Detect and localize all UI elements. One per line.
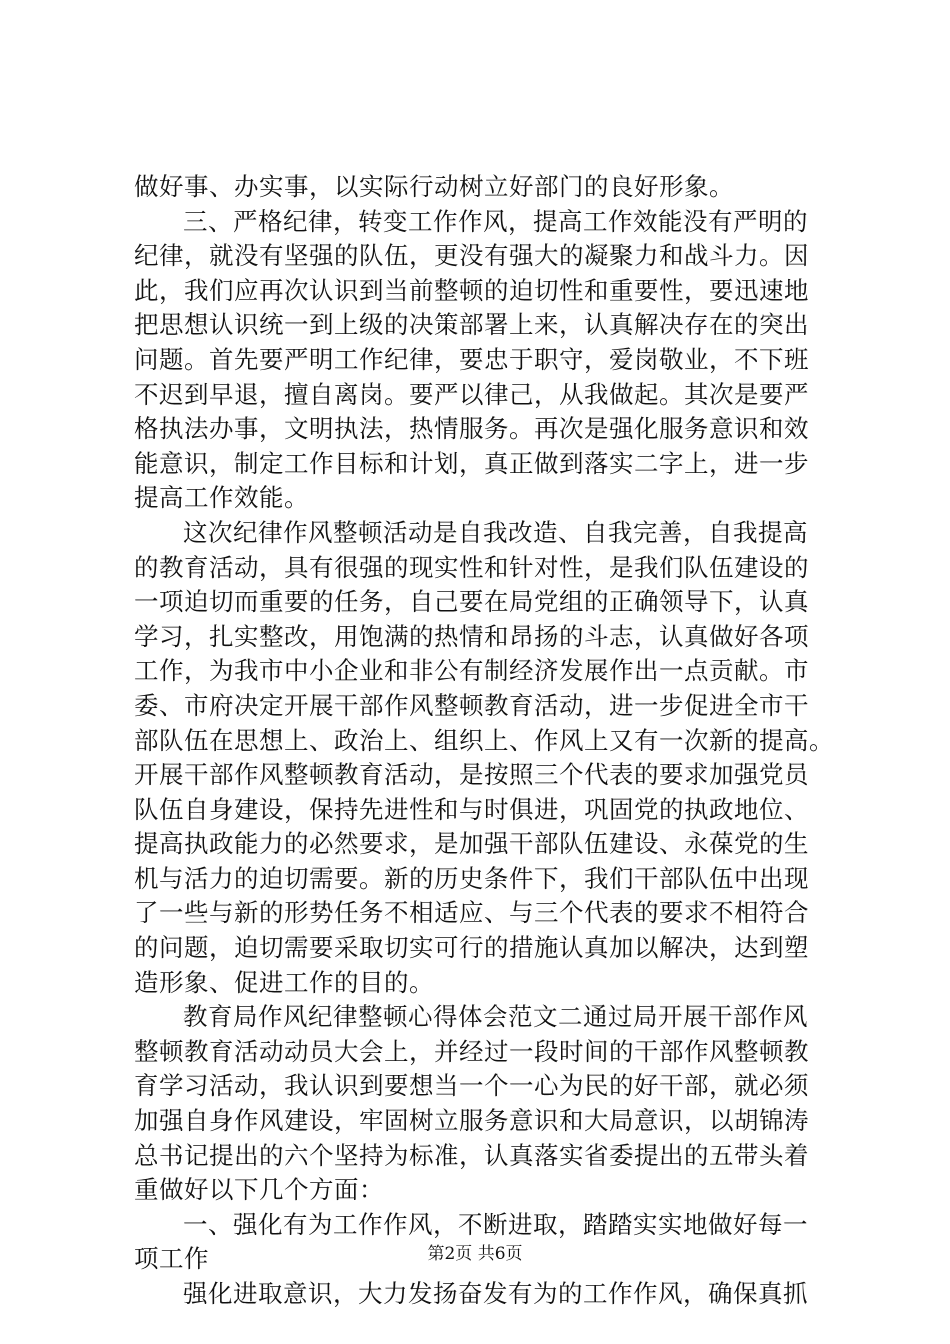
text-line: 提高工作效能。: [134, 483, 309, 513]
text-line: 育学习活动，我认识到要想当一个一心为民的好干部，就必须: [134, 1071, 809, 1101]
text-line: 加强自身作风建设，牢固树立服务意识和大局意识，以胡锦涛: [134, 1106, 809, 1136]
text-line: 做好事、办实事，以实际行动树立好部门的良好形象。: [134, 172, 734, 201]
text-line: 格执法办事，文明执法，热情服务。再次是强化服务意识和效: [134, 414, 809, 444]
text-line: 教育局作风纪律整顿心得体会范文二通过局开展干部作风: [183, 1002, 808, 1032]
text-line: 整顿教育活动动员大会上，并经过一段时间的干部作风整顿教: [134, 1036, 809, 1066]
page-footer: 第2页 共6页: [427, 1244, 523, 1264]
text-line: 部队伍在思想上、政治上、组织上、作风上又有一次新的提高。: [134, 725, 834, 755]
document-body: [134, 170, 854, 1312]
text-line: 强化进取意识，大力发扬奋发有为的工作作风，确保真抓: [183, 1279, 808, 1308]
text-line: 一、强化有为工作作风，不断进取，踏踏实实地做好每一: [183, 1209, 808, 1239]
text-line: 能意识，制定工作目标和计划，真正做到落实二字上，进一步: [134, 448, 809, 478]
text-line: 工作，为我市中小企业和非公有制经济发展作出一点贡献。市: [134, 656, 809, 686]
text-line: 的教育活动，具有很强的现实性和针对性，是我们队伍建设的: [134, 552, 809, 582]
text-line: 纪律，就没有坚强的队伍，更没有强大的凝聚力和战斗力。因: [134, 241, 809, 271]
text-line: 委、市府决定开展干部作风整顿教育活动，进一步促进全市干: [134, 690, 809, 720]
text-line: 的问题，迫切需要采取切实可行的措施认真加以解决，达到塑: [134, 933, 809, 963]
text-line: 不迟到早退，擅自离岗。要严以律己，从我做起。其次是要严: [134, 379, 809, 409]
text-line: 机与活力的迫切需要。新的历史条件下，我们干部队伍中出现: [134, 863, 809, 893]
text-line: 把思想认识统一到上级的决策部署上来，认真解决存在的突出: [134, 310, 809, 340]
text-line: 队伍自身建设，保持先进性和与时俱进，巩固党的执政地位、: [134, 794, 809, 824]
text-line: 总书记提出的六个坚持为标准，认真落实省委提出的五带头着: [134, 1140, 809, 1170]
text-line: 三、严格纪律，转变工作作风，提高工作效能没有严明的: [183, 206, 808, 236]
text-line: 开展干部作风整顿教育活动，是按照三个代表的要求加强党员: [134, 760, 809, 790]
text-line: 此，我们应再次认识到当前整顿的迫切性和重要性，要迅速地: [134, 275, 809, 305]
text-line: 学习，扎实整改，用饱满的热情和昂扬的斗志，认真做好各项: [134, 621, 809, 651]
text-line: 提高执政能力的必然要求，是加强干部队伍建设、永葆党的生: [134, 829, 809, 859]
text-line: 造形象、促进工作的目的。: [134, 967, 434, 997]
text-line: 重做好以下几个方面：: [134, 1175, 384, 1205]
text-line: 了一些与新的形势任务不相适应、与三个代表的要求不相符合: [134, 898, 809, 928]
text-line: 问题。首先要严明工作纪律，要忠于职守，爱岗敬业，不下班: [134, 344, 809, 374]
text-line: 一项迫切而重要的任务，自己要在局党组的正确领导下，认真: [134, 587, 809, 617]
text-line: 这次纪律作风整顿活动是自我改造、自我完善，自我提高: [183, 517, 808, 547]
text-line: 项工作: [134, 1244, 209, 1274]
